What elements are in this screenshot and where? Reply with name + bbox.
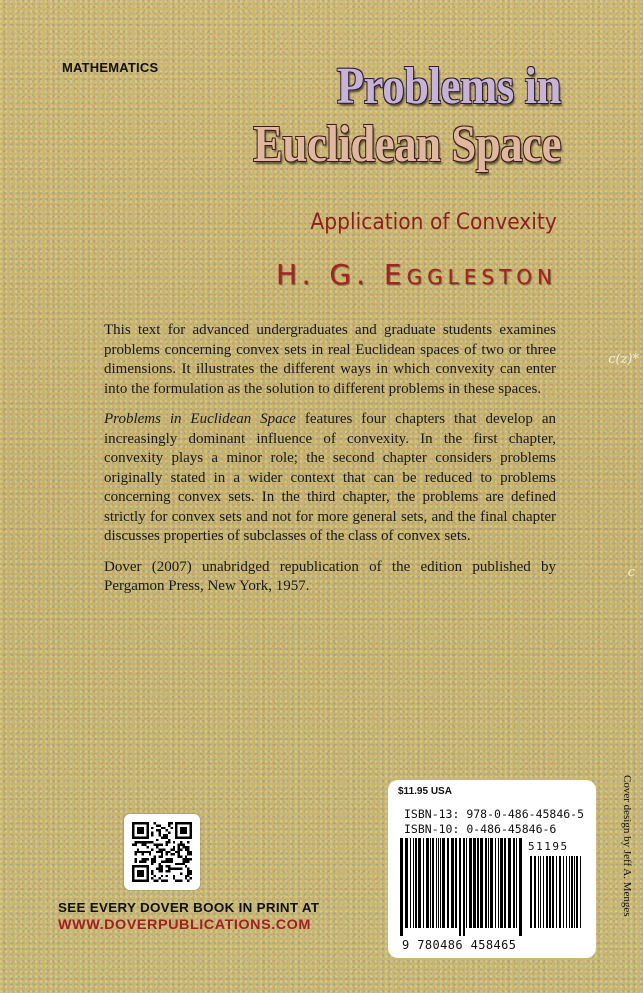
book-author: H. G. Eggleston [276,258,557,291]
barcode-number: 9 780486 458465 [402,938,517,952]
book-description [104,321,556,608]
cover-credit: Cover design by Jeff A. Menges [621,775,633,917]
isbn-13 [404,807,584,821]
isbn-10-value: 0-486-45846-6 [466,822,557,836]
promo-line-1: SEE EVERY DOVER BOOK IN PRINT AT [58,900,320,915]
promo-text [58,900,319,932]
description-title-italic: Problems in Euclidean Space [104,411,296,427]
promo-url-link[interactable]: WWW.DOVERPUBLICATIONS.COM [58,916,311,932]
title-line-2: Euclidean Space [253,116,561,173]
isbn-13-label: ISBN-13: [404,807,460,821]
isbn-10-label: ISBN-10: [404,822,460,836]
price-label: $11.95 USA [398,786,452,797]
formula-decoration-1: c(z)* [608,352,639,367]
title-line-1: Problems in [336,58,561,115]
formula-decoration-2: c [627,565,635,580]
price-code: 51195 [528,840,569,853]
book-title [253,58,561,174]
barcode-panel [388,780,596,958]
description-paragraph-2 [104,410,556,547]
qr-code-graphic [132,822,192,882]
book-subtitle: Application of Convexity [310,210,557,235]
description-paragraph-2-text: features four chapters that develop an increasingly dominant influence of convexity. In the first chapter, convexity plays a minor role; the second chapter considers problems originally stated in a wider context that can be reduced to problems concerning convex sets. In the third chapter, the problems are defined strictly for convex sets and not for more general sets, and the final chapter discusses properties of subclasses of the class of convex sets. [104,411,556,544]
category-label: MATHEMATICS [62,60,159,75]
description-paragraph-3: Dover (2007) unabridged republication of the edition published by Pergamon Press, New York, 1957. [104,558,556,594]
qr-code-icon[interactable] [124,814,200,890]
isbn-13-value: 978-0-486-45846-5 [466,807,585,821]
description-paragraph-1: This text for advanced undergraduates and graduate students examines problems concerning convex sets in real Euclidean spaces of two or three dimensions. It illustrates the different ways in which convexity can enter into the formulation as the solution to different problems in these spaces. [104,322,556,397]
isbn-10 [404,822,556,836]
